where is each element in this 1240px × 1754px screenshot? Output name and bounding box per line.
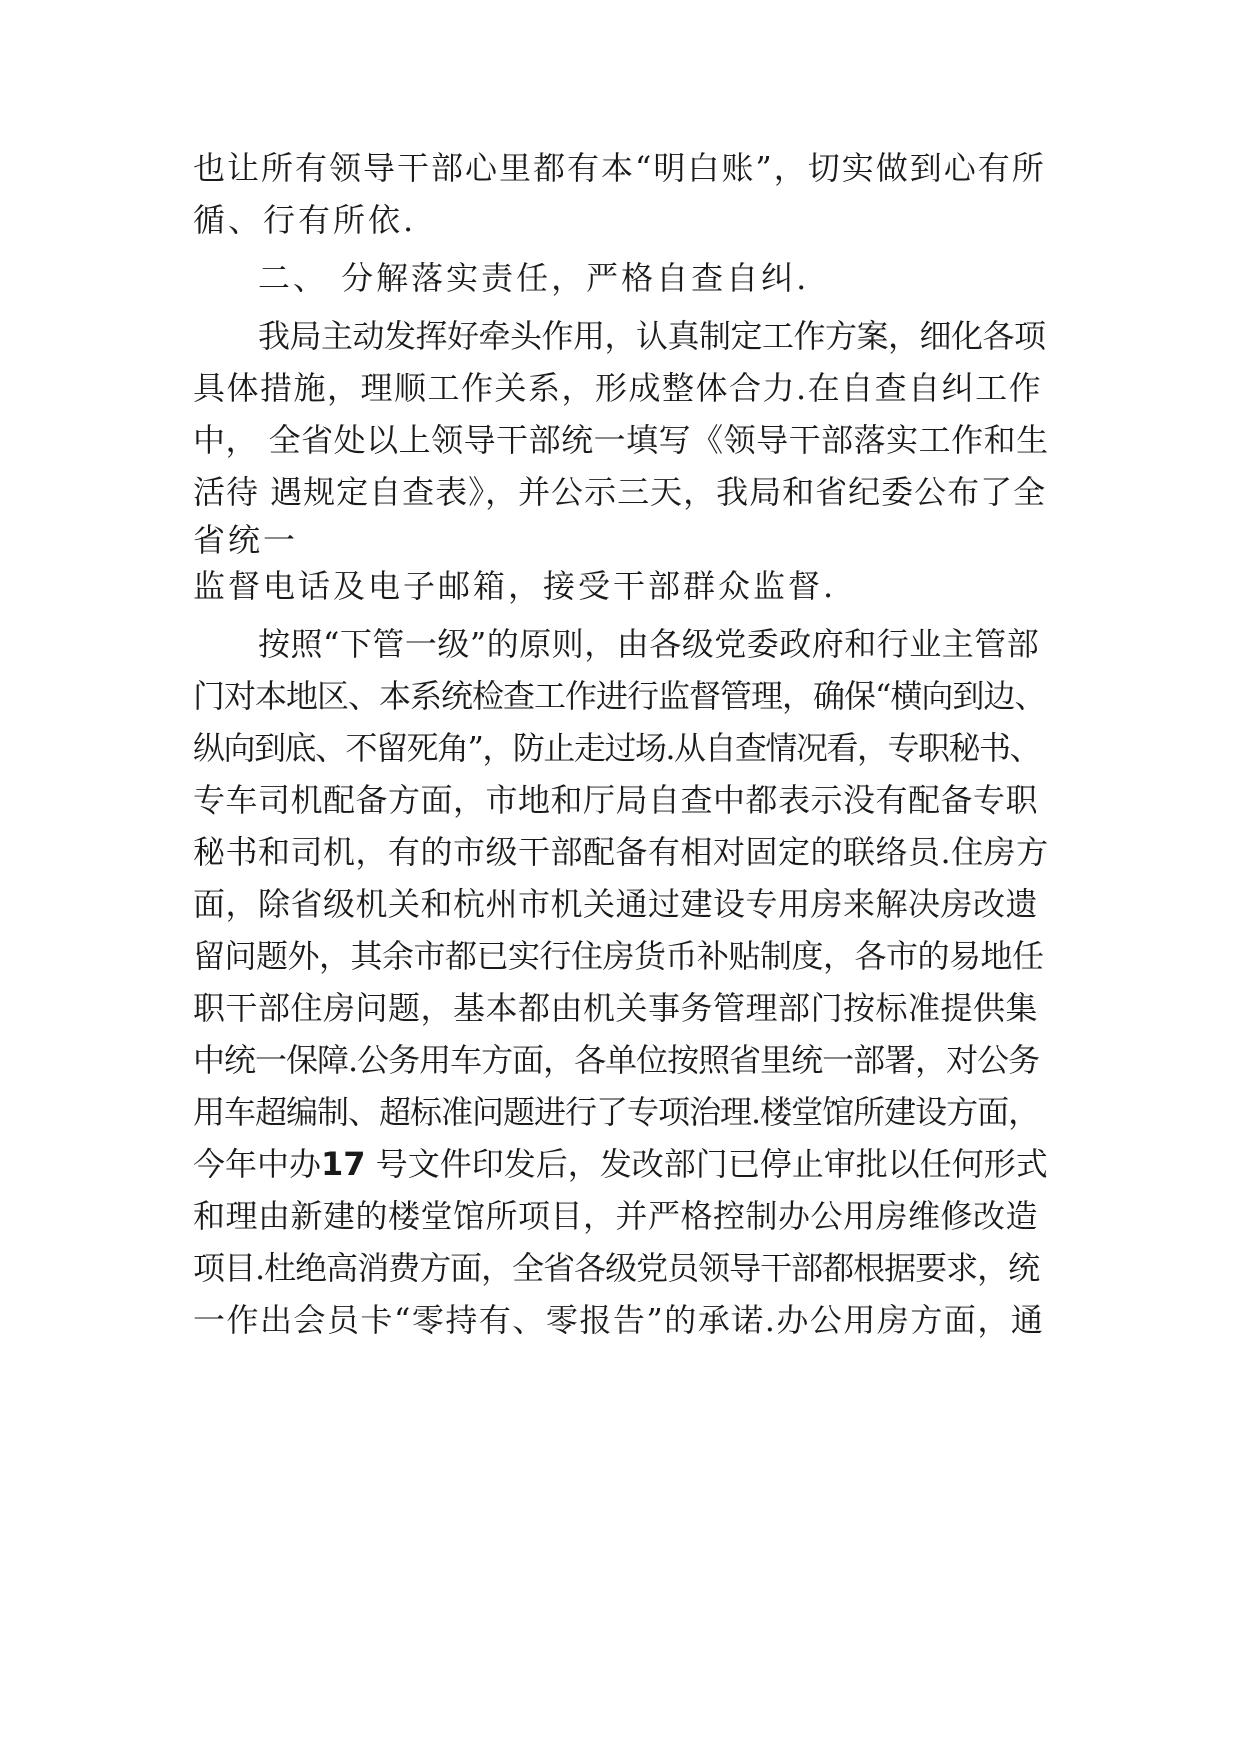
- paragraph-line: 秘书和司机，有的市级干部配备有相对固定的联络员.住房方: [193, 833, 1049, 871]
- paragraph-line: 职干部住房问题，基本都由机关事务管理部门按标准提供集: [193, 989, 1039, 1027]
- paragraph-line: [193, 1144, 1048, 1184]
- section-heading: 二、 分解落实责任，严格自查自纠.: [258, 259, 810, 297]
- paragraph-line: 我局主动发挥好牵头作用，认真制定工作方案，细化各项: [258, 317, 1046, 355]
- paragraph-line: 中， 全省处以上领导干部统一填写《领导干部落实工作和生: [193, 421, 1049, 459]
- paragraph-line: 按照“下管一级”的原则，由各级党委政府和行业主管部: [258, 625, 1040, 663]
- paragraph-line: 纵向到底、不留死角”，防止走过场.从自查情况看，专职秘书、: [193, 729, 1041, 767]
- paragraph-line: 一作出会员卡“零持有、零报告”的承诺.办公用房方面，通: [193, 1301, 1045, 1339]
- paragraph-line: 和理由新建的楼堂馆所项目，并严格控制办公用房维修改造: [193, 1197, 1039, 1235]
- document-number: 17: [321, 1145, 366, 1183]
- paragraph-line: 用车超编制、超标准问题进行了专项治理.楼堂馆所建设方面，: [193, 1093, 1040, 1131]
- paragraph-line: 专车司机配备方面，市地和厅局自查中都表示没有配备专职: [193, 781, 1039, 819]
- paragraph-line: 省统一: [193, 521, 299, 559]
- paragraph-line: 门对本地区、本系统检查工作进行监督管理，确保“横向到边、: [193, 677, 1046, 715]
- paragraph-line: 循、行有所依.: [193, 201, 417, 239]
- paragraph-line: 也让所有领导干部心里都有本“明白账”，切实做到心有所: [193, 149, 1046, 187]
- paragraph-line: 活待 遇规定自查表》，并公示三天，我局和省纪委公布了全: [193, 473, 1047, 511]
- paragraph-line: 留问题外，其余市都已实行住房货币补贴制度，各市的易地任: [193, 937, 1044, 975]
- paragraph-line: 具体措施，理顺工作关系，形成整体合力.在自查自纠工作: [193, 369, 1043, 407]
- paragraph-line: 面，除省级机关和杭州市机关通过建设专用房来解决房改遗: [193, 885, 1039, 923]
- paragraph-line-start: 今年中办: [193, 1145, 322, 1183]
- paragraph-line: 监督电话及电子邮箱，接受干部群众监督.: [193, 567, 837, 605]
- paragraph-line-end: 号文件印发后，发改部门已停止审批以任何形式: [365, 1145, 1048, 1183]
- paragraph-line: 中统一保障.公务用车方面，各单位按照省里统一部署，对公务: [193, 1041, 1040, 1079]
- paragraph-line: 项目.杜绝高消费方面，全省各级党员领导干部都根据要求，统: [193, 1249, 1040, 1287]
